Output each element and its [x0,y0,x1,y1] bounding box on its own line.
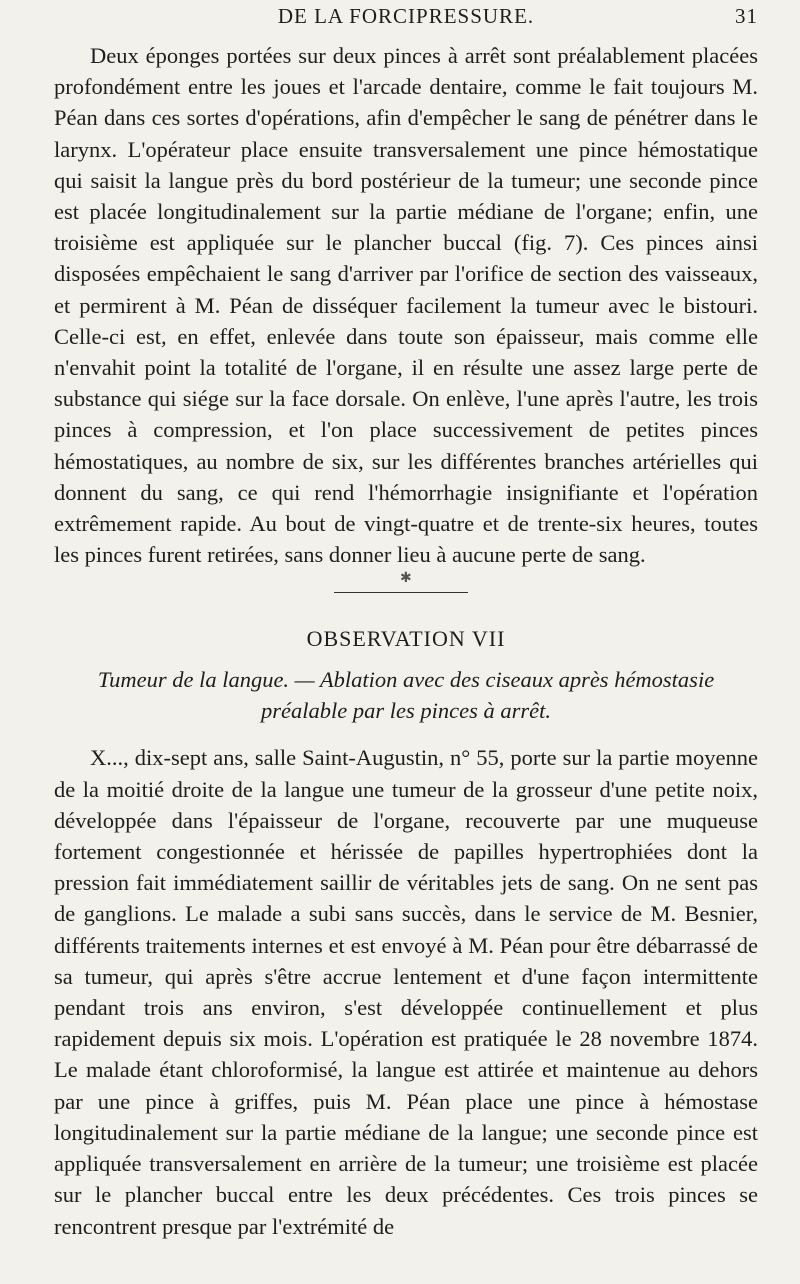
observation-subtitle-line-1: Tumeur de la langue. — Ablation avec des ciseaux après hémostasie [97,667,715,693]
observation-subtitle-line-2: préalable par les pinces à arrêt. [261,698,551,724]
observation-subtitle [54,664,758,726]
observation-heading: OBSERVATION VII [306,626,506,652]
running-title: DE LA FORCIPRESSURE. [277,4,535,28]
body-paragraph-2: X..., dix-sept ans, salle Saint-Augustin, n° 55, porte sur la partie moyenne de la moitié droite de la langue une tumeur de la grosseur d'une petite noix, développée dans l'épaisseur de l'organe, recouverte par une muqueuse fortement congestionnée et hérissée de papilles hypertrophiées dont la pression fait immédiatement saillir de véritables jets de sang. On ne sent pas de ganglions. Le malade a subi sans succès, dans le service de M. Besnier, différents traitements internes et est envoyé à M. Péan pour être débarrassé de sa tumeur, qui après s'être accrue lentement et d'une façon intermittente pendant trois ans environ, s'est développée continuellement et plus rapidement depuis six mois. L'opération est pratiquée le 28 novembre 1874. Le malade étant chloroformisé, la langue est attirée et maintenue au dehors par une pince à griffes, puis M. Péan place une pince à hémostase longitudinalement sur la partie médiane de la langue; une seconde pince est appliquée transversalement en arrière de la tumeur; une troisième est placée sur le plancher buccal entre les deux précédentes. Ces trois pinces se rencontrent presque par l'extrémité de [54,745,758,1239]
running-header [54,0,758,40]
ornament-mark: ✱ [400,570,412,587]
page-number: 31 [735,4,758,28]
body-paragraph-1: Deux éponges portées sur deux pinces à arrêt sont préalablement placées profondément entre les joues et l'arcade dentaire, comme le fait toujours M. Péan dans ces sortes d'opérations, afin d'empêcher le sang de pénétrer dans le larynx. L'opérateur place ensuite transversalement une pince hémostatique qui saisit la langue près du bord postérieur de la tumeur; une seconde pince est placée longitudinalement sur la partie médiane de l'organe; enfin, une troisième est appliquée sur le plancher buccal (fig. 7). Ces pinces ainsi disposées empêchaient le sang d'arriver par l'orifice de section des vaisseaux, et permirent à M. Péan de disséquer facilement la tumeur avec le bistouri. Celle-ci est, en effet, enlevée dans toute son épaisseur, mais comme elle n'envahit point la totalité de l'organe, il en résulte une assez large perte de substance qui siége sur la face dorsale. On enlève, l'une après l'autre, les trois pinces à compression, et l'on place successivement de petites pinces hémostatiques, au nombre de six, sur les différentes branches artérielles qui donnent du sang, ce qui rend l'hémorrhagie insignifiante et l'opération extrêmement rapide. Au bout de vingt-quatre et de trente-six heures, toutes les pinces furent retirées, sans donner lieu à aucune perte de sang. [54,43,758,568]
separator-rule [334,592,468,593]
section-separator [54,570,758,608]
